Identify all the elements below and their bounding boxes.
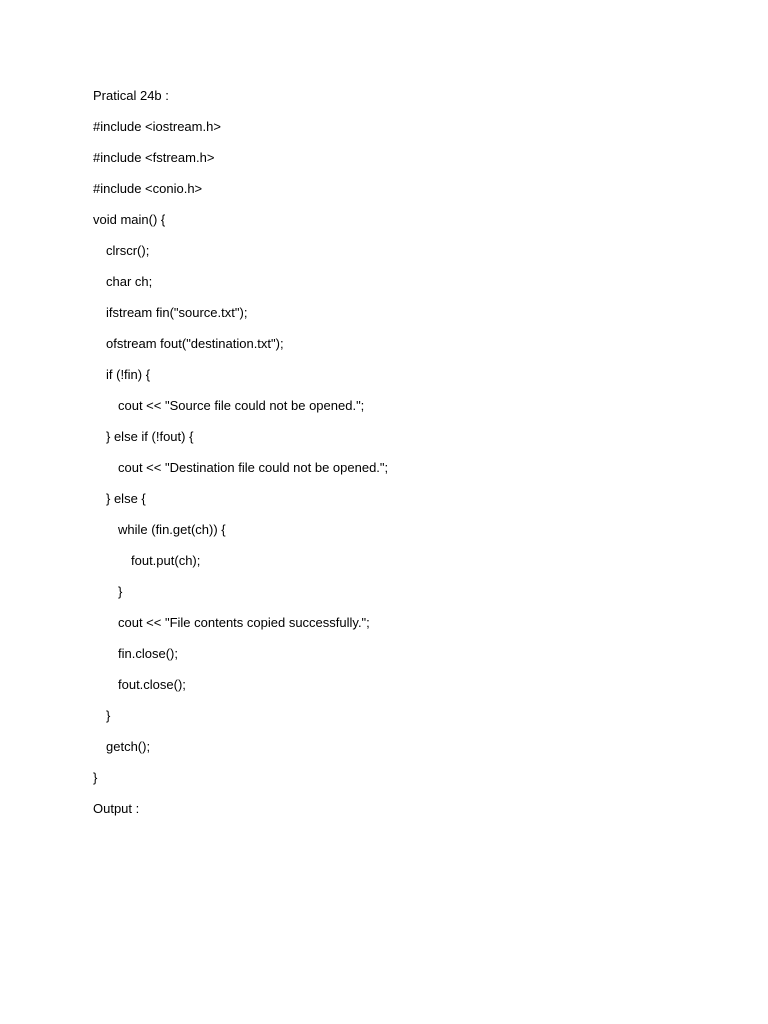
output-label: Output : — [93, 801, 140, 816]
code-line: } — [118, 584, 123, 599]
code-line: #include <fstream.h> — [93, 150, 215, 165]
code-line: fin.close(); — [118, 646, 178, 661]
code-line: cout << "Source file could not be opened."; — [118, 398, 365, 413]
code-line: ifstream fin("source.txt"); — [106, 305, 248, 320]
document-title: Pratical 24b : — [93, 88, 169, 103]
code-line: cout << "File contents copied successfully."; — [118, 615, 370, 630]
code-line: ofstream fout("destination.txt"); — [106, 336, 284, 351]
code-line: } — [106, 708, 111, 723]
code-line: getch(); — [106, 739, 151, 754]
code-line: while (fin.get(ch)) { — [118, 522, 226, 537]
code-line: clrscr(); — [106, 243, 150, 258]
code-line: } else { — [106, 491, 146, 506]
code-line: #include <conio.h> — [93, 181, 203, 196]
code-line: fout.put(ch); — [131, 553, 201, 568]
code-line: fout.close(); — [118, 677, 186, 692]
code-line: #include <iostream.h> — [93, 119, 221, 134]
code-line: } else if (!fout) { — [106, 429, 194, 444]
code-line: cout << "Destination file could not be opened."; — [118, 460, 389, 475]
code-line: if (!fin) { — [106, 367, 151, 382]
code-line: } — [93, 770, 98, 785]
document-body — [93, 86, 733, 830]
code-line: char ch; — [106, 274, 153, 289]
code-line: void main() { — [93, 212, 166, 227]
